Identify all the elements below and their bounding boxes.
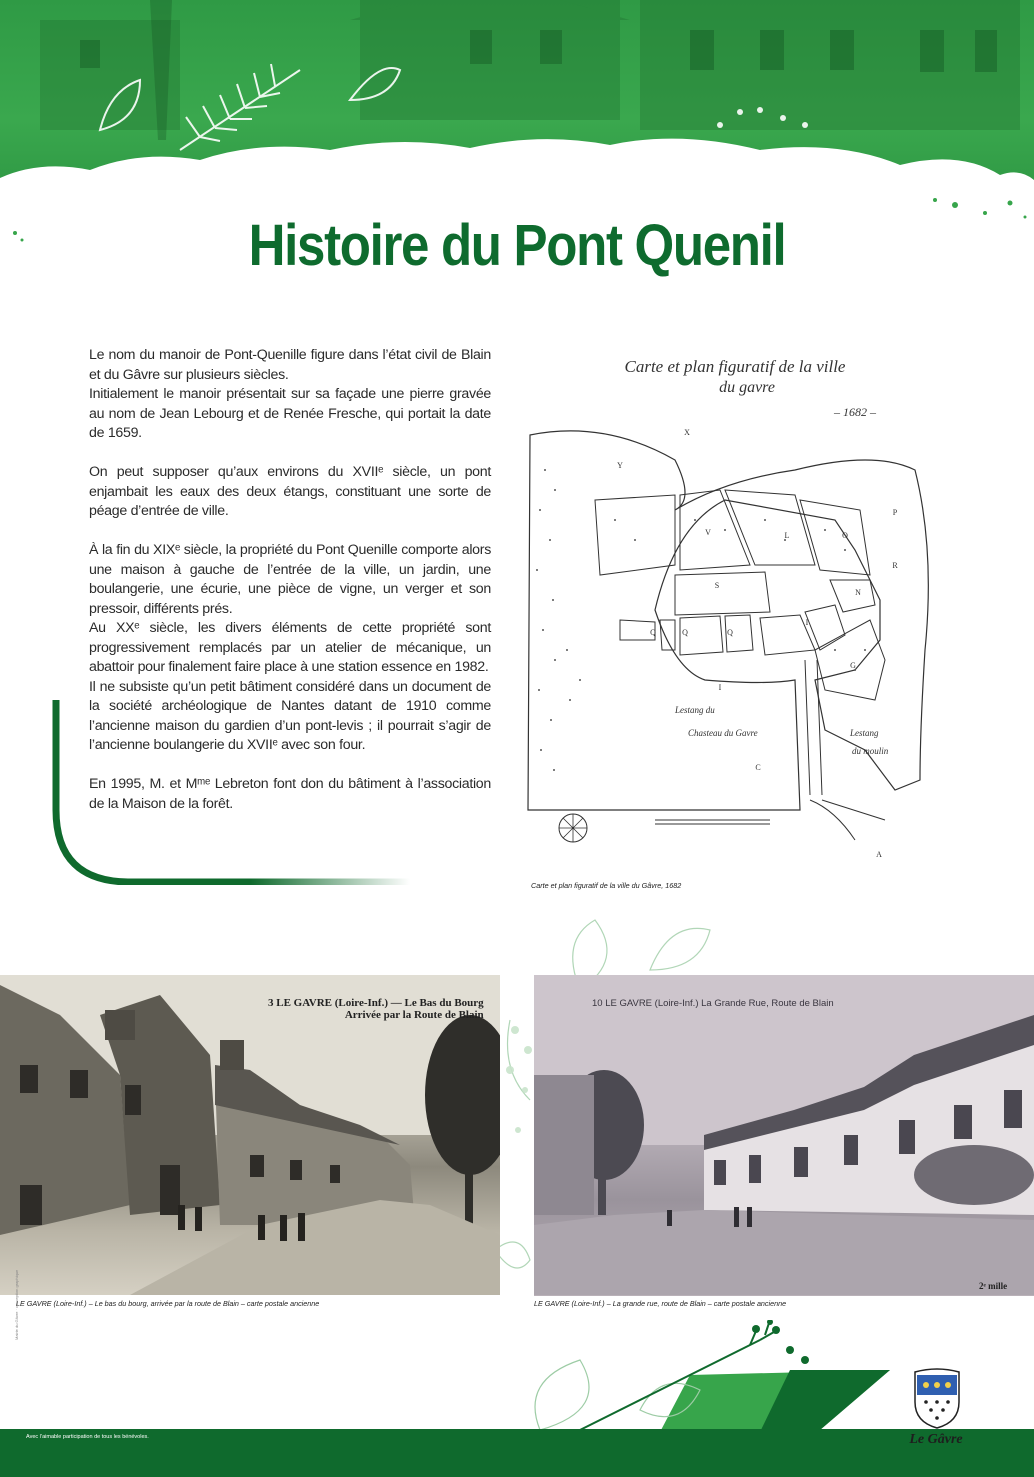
map-label: Q	[727, 628, 733, 637]
paragraph: En 1995, M. et Mᵐᵉ Lebreton font don du bâtiment à l’association de la Maison de la forêt.	[89, 776, 491, 812]
map-label: L	[784, 531, 790, 540]
compass-rose-icon	[559, 814, 587, 842]
map-label: I	[718, 683, 722, 692]
pond-label: Chasteau du Gavre	[688, 728, 758, 738]
map-label: V	[705, 528, 711, 537]
map-label: Y	[617, 461, 623, 470]
photo-caption-left: LE GAVRE (Loire-Inf.) – Le bas du bourg, arrivée par la route de Blain – carte postale ancienne	[16, 1299, 320, 1308]
village-photo-tint	[0, 0, 1034, 200]
postcard-photo-grande-rue	[534, 975, 1034, 1296]
postcard-title: 10 LE GAVRE (Loire-Inf.) La Grande Rue, Route de Blain	[592, 998, 834, 1009]
map-label: P	[892, 508, 898, 517]
page-title: Histoire du Pont Quenil	[248, 213, 786, 278]
vertical-credit: Mairie du Gâvre · conception graphique	[14, 1269, 19, 1340]
map-label: C	[755, 763, 761, 772]
historic-map-1682	[525, 350, 938, 878]
map-label: O	[842, 531, 848, 540]
postcard-photo-bas-du-bourg	[0, 975, 500, 1295]
postcard-title	[268, 997, 484, 1021]
bottom-leaf-decoration	[460, 1320, 900, 1435]
coat-of-arms-icon	[912, 1368, 962, 1430]
map-label: X	[684, 428, 690, 437]
postcard-title-line: Arrivée par la Route de Blain	[344, 1009, 484, 1021]
credit-text: Avec l’aimable participation de tous les bénévoles.	[26, 1434, 149, 1440]
footer-band	[0, 1429, 1034, 1477]
postcard-title-line: 3 LE GAVRE (Loire-Inf.) — Le Bas du Bourg	[268, 997, 484, 1009]
map-caption: Carte et plan figuratif de la ville du Gâvre, 1682	[531, 881, 682, 890]
paragraph: À la fin du XIXᵉ siècle, la propriété du Pont Quenille comporte alors une maison à gauche de l’entrée de la ville, un jardin, une boulangerie, une écurie, une pièce de vigne, un verger et son pressoir, différents prés.	[89, 542, 491, 617]
header-banner	[0, 0, 1034, 200]
town-logo-label: Le Gâvre	[909, 1432, 963, 1447]
paragraph: Le nom du manoir de Pont-Quenille figure dans l’état civil de Blain et du Gâvre sur plusieurs siècles.	[89, 347, 491, 383]
map-label: S	[714, 581, 720, 590]
map-label: A	[876, 850, 882, 859]
pond-label: Lestang	[850, 728, 879, 738]
paragraph: Initialement le manoir présentait sur sa façade une pierre gravée au nom de Jean Lebourg et de Renée Fresche, qui portait la date de 1659.	[89, 386, 491, 441]
paragraph: Il ne subsiste qu’un petit bâtiment considéré dans un document de la société archéologique de Nantes datant de 1910 comme l’ancienne maison du gardien d’un pont-levis ; il pourrait s’agir de l’ancienne boulangerie du XVIIᵉ avec son four.	[89, 678, 491, 753]
map-label: R	[892, 561, 898, 570]
photo-caption-right: LE GAVRE (Loire-Inf.) – La grande rue, route de Blain – carte postale ancienne	[534, 1299, 787, 1308]
map-label: Q	[682, 628, 688, 637]
map-heading-line1: Carte et plan figuratif de la ville	[624, 357, 846, 376]
paragraph: Au XXᵉ siècle, les divers éléments de cette propriété sont progressivement remplacés par un atelier de mécanique, un abattoir pour finalement faire place à une station essence en 1982.	[89, 620, 491, 675]
map-label: Q	[650, 628, 656, 637]
map-year: – 1682 –	[834, 405, 876, 419]
map-label: G	[850, 661, 856, 670]
pond-label: du moulin	[852, 746, 889, 756]
map-label: N	[855, 588, 861, 597]
postcard-corner-note: 2ᵉ mille	[979, 1281, 1008, 1291]
map-heading-line2: du gavre	[719, 379, 775, 396]
pond-label: Lestang du	[675, 705, 715, 715]
map-label: I	[805, 618, 809, 627]
decorative-arc	[50, 700, 410, 885]
paragraph: On peut supposer qu’aux environs du XVIIᵉ siècle, un pont enjambait les eaux des deux étangs, constituant une sorte de péage d’entrée de ville.	[89, 464, 491, 519]
